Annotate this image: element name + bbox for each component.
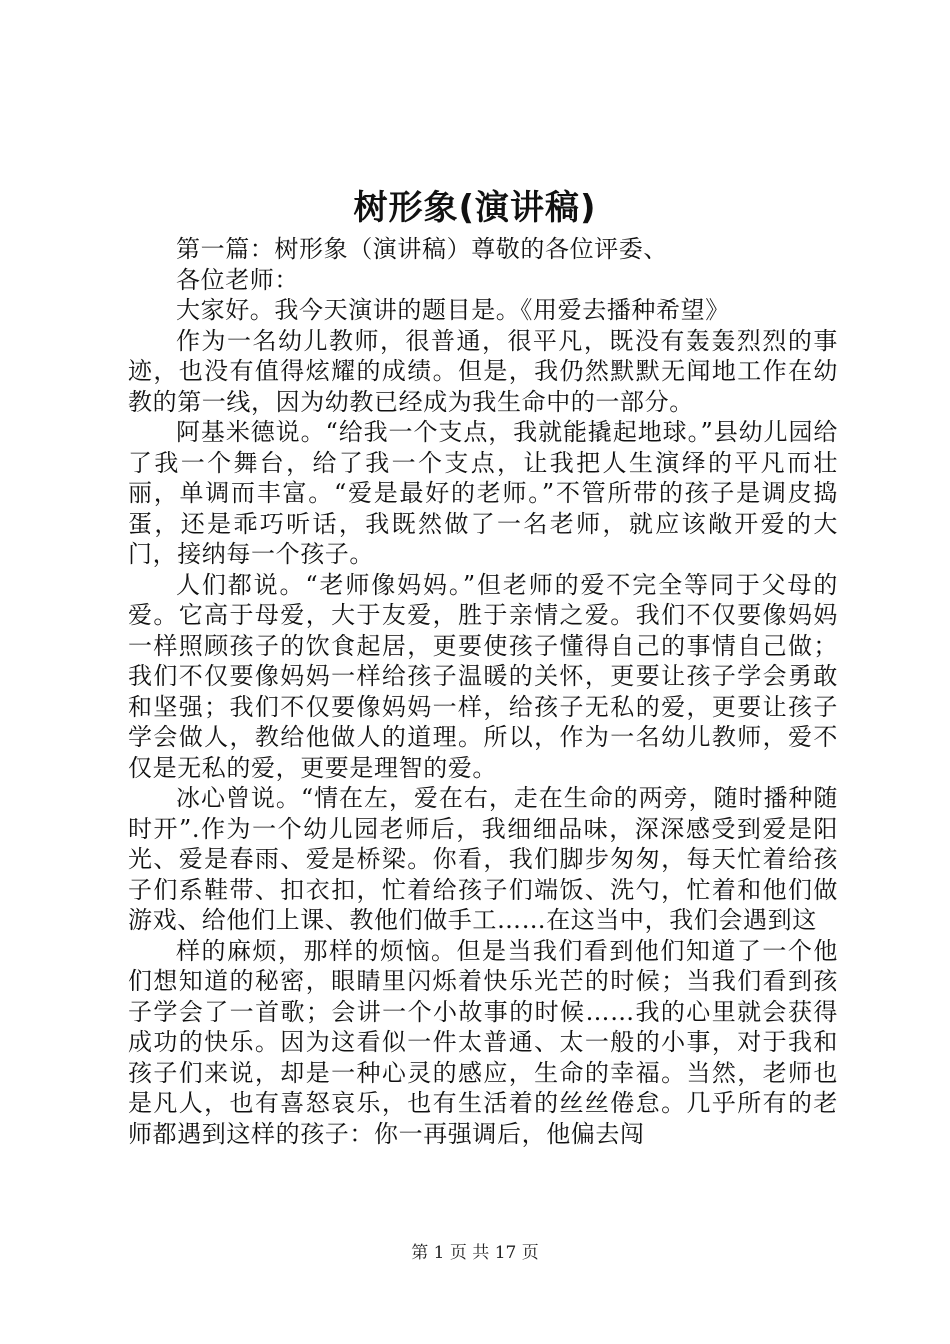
paragraph-8: 样的麻烦，那样的烦恼。但是当我们看到他们知道了一个他们想知道的秘密，眼睛里闪烁着快乐光芒的时候；当我们看到孩子学会了一首歌；会讲一个小故事的时候……我的心里就会获得成功的快乐。因为这看似一件太普通、太一般的小事，对于我和孩子们来说，却是一种心灵的感应，生命的幸福。当然，老师也是凡人，也有喜怒哀乐，也有生活着的丝丝倦怠。几乎所有的老师都遇到这样的孩子：你一再强调后，他偏去闯	[128, 936, 838, 1148]
paragraph-4: 作为一名幼儿教师，很普通，很平凡，既没有轰轰烈烈的事迹，也没有值得炫耀的成绩。但是，我仍然默默无闻地工作在幼教的第一线，因为幼教已经成为我生命中的一部分。	[128, 326, 838, 416]
paragraph-1: 第一篇：树形象（演讲稿）尊敬的各位评委、	[176, 235, 668, 263]
paragraph-2: 各位老师：	[176, 265, 299, 294]
paragraph-6: 人们都说。“老师像妈妈。”但老师的爱不完全等同于父母的爱。它高于母爱，大于友爱，胜于亲情之爱。我们不仅要像妈妈一样照顾孩子的饮食起居，更要使孩子懂得自己的事情自己做；我们不仅要像妈妈一样给孩子温暖的关怀，更要让孩子学会勇敢和坚强；我们不仅要像妈妈一样，给孩子无私的爱，更要让孩子学会做人，教给他做人的道理。所以，作为一名幼儿教师，爱不仅是无私的爱，更要是理智的爱。	[128, 570, 838, 782]
document-body	[128, 234, 838, 1149]
paragraph-3: 大家好。我今天演讲的题目是。《用爱去播种希望》	[176, 296, 730, 324]
document-title: 树形象(演讲稿)	[353, 188, 597, 228]
paragraph-7: 冰心曾说。“情在左，爱在右，走在生命的两旁，随时播种随时开”.作为一个幼儿园老师后，我细细品味，深深感受到爱是阳光、爱是春雨、爱是桥梁。你看，我们脚步匆匆，每天忙着给孩子们系鞋带、扣衣扣，忙着给孩子们端饭、洗勺，忙着和他们做游戏、给他们上课、教他们做手工……在这当中，我们会遇到这	[128, 784, 838, 934]
page-number-footer: 第 1 页 共 17 页	[411, 1243, 539, 1263]
paragraph-5: 阿基米德说。“给我一个支点，我就能撬起地球。”县幼儿园给了我一个舞台，给了我一个支点，让我把人生演绎的平凡而壮丽，单调而丰富。“爱是最好的老师。”不管所带的孩子是调皮捣蛋，还是乖巧听话，我既然做了一名老师，就应该敞开爱的大门，接纳每一个孩子。	[128, 418, 838, 568]
